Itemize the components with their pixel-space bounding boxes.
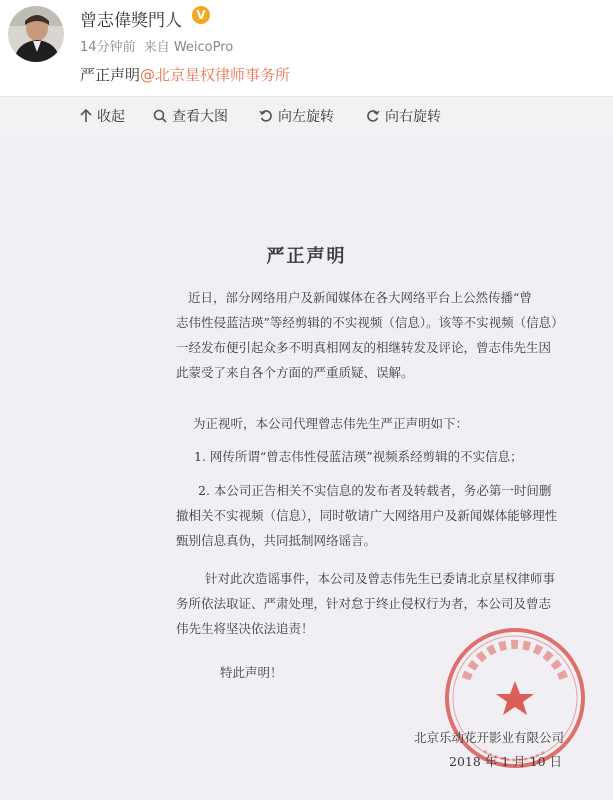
paragraph-5-line: 针对此次造谣事件，本公司及曾志伟先生已委请北京星权律师事 <box>205 571 556 586</box>
statement-image[interactable] <box>0 135 613 800</box>
document-date: 2018 年 1 月 10 日 <box>449 754 563 769</box>
company-name: 北京乐动花开影业有限公司 <box>414 730 565 745</box>
search-icon <box>153 109 167 123</box>
avatar[interactable] <box>8 6 64 62</box>
paragraph-5-line: 务所依法取证、严肃处理，针对怠于终止侵权行为者，本公司及曾志 <box>176 596 552 611</box>
paragraph-1-cont <box>176 310 606 385</box>
collapse-icon <box>80 109 92 123</box>
paragraph-3-line: 1. 网传所谓“曾志伟性侵蓝洁瑛”视频系经剪辑的不实信息； <box>194 449 523 464</box>
paragraph-6-line: 特此声明！ <box>220 665 283 680</box>
collapse-button[interactable] <box>80 97 125 135</box>
username[interactable]: 曾志偉獎門人 <box>80 11 182 31</box>
document-title: 严正声明 <box>266 246 347 267</box>
image-toolbar <box>0 96 613 136</box>
view-large-label: 查看大图 <box>172 109 228 125</box>
post-header <box>0 0 613 96</box>
collapse-label: 收起 <box>97 109 125 125</box>
post-meta <box>80 36 233 55</box>
paragraph-2-line: 为正视听，本公司代理曾志伟先生严正声明如下： <box>193 416 469 431</box>
rotate-left-label: 向左旋转 <box>278 109 334 125</box>
paragraph-4 <box>198 478 613 503</box>
rotate-right-label: 向右旋转 <box>385 109 441 125</box>
post-time: 14分钟前 <box>80 40 136 55</box>
paragraph-1 <box>188 285 613 310</box>
view-large-button[interactable] <box>153 97 228 135</box>
rotate-right-icon <box>366 109 380 123</box>
rotate-left-icon <box>259 109 273 123</box>
paragraph-1-line: 近日，部分网络用户及新闻媒体在各大网络平台上公然传播“曾 <box>188 290 532 305</box>
verified-badge-icon: V <box>192 6 210 24</box>
paragraph-4-line: 甄别信息真伪，共同抵制网络谣言。 <box>176 533 377 548</box>
statement-document <box>0 135 613 800</box>
paragraph-1-line: 志伟性侵蓝洁瑛”等经剪辑的不实视频（信息）。该等不实视频（信息） <box>176 315 564 330</box>
post-source[interactable]: 来自 WeicoPro <box>143 40 234 55</box>
mention-link[interactable]: @北京星权律师事务所 <box>140 66 291 84</box>
paragraph-4-line: 撤相关不实视频（信息），同时敬请广大网络用户及新闻媒体能够理性 <box>176 508 558 523</box>
rotate-right-button[interactable] <box>366 97 441 135</box>
paragraph-1-line: 此蒙受了来自各个方面的严重质疑、误解。 <box>176 365 414 380</box>
paragraph-3 <box>194 444 613 469</box>
paragraph-5 <box>205 566 613 591</box>
post-text <box>80 64 290 85</box>
paragraph-5-line: 伟先生将坚决依法追责！ <box>176 621 314 636</box>
company-seal-icon <box>440 623 590 773</box>
paragraph-4-cont <box>176 503 606 553</box>
paragraph-2 <box>193 411 613 436</box>
paragraph-1-line: 一经发布便引起众多不明真相网友的相继转发及评论，曾志伟先生因 <box>176 340 552 355</box>
paragraph-4-line: 2. 本公司正告相关不实信息的发布者及转载者，务必第一时间删 <box>198 483 552 498</box>
rotate-left-button[interactable] <box>259 97 334 135</box>
post-text-body: 严正声明 <box>80 66 141 84</box>
